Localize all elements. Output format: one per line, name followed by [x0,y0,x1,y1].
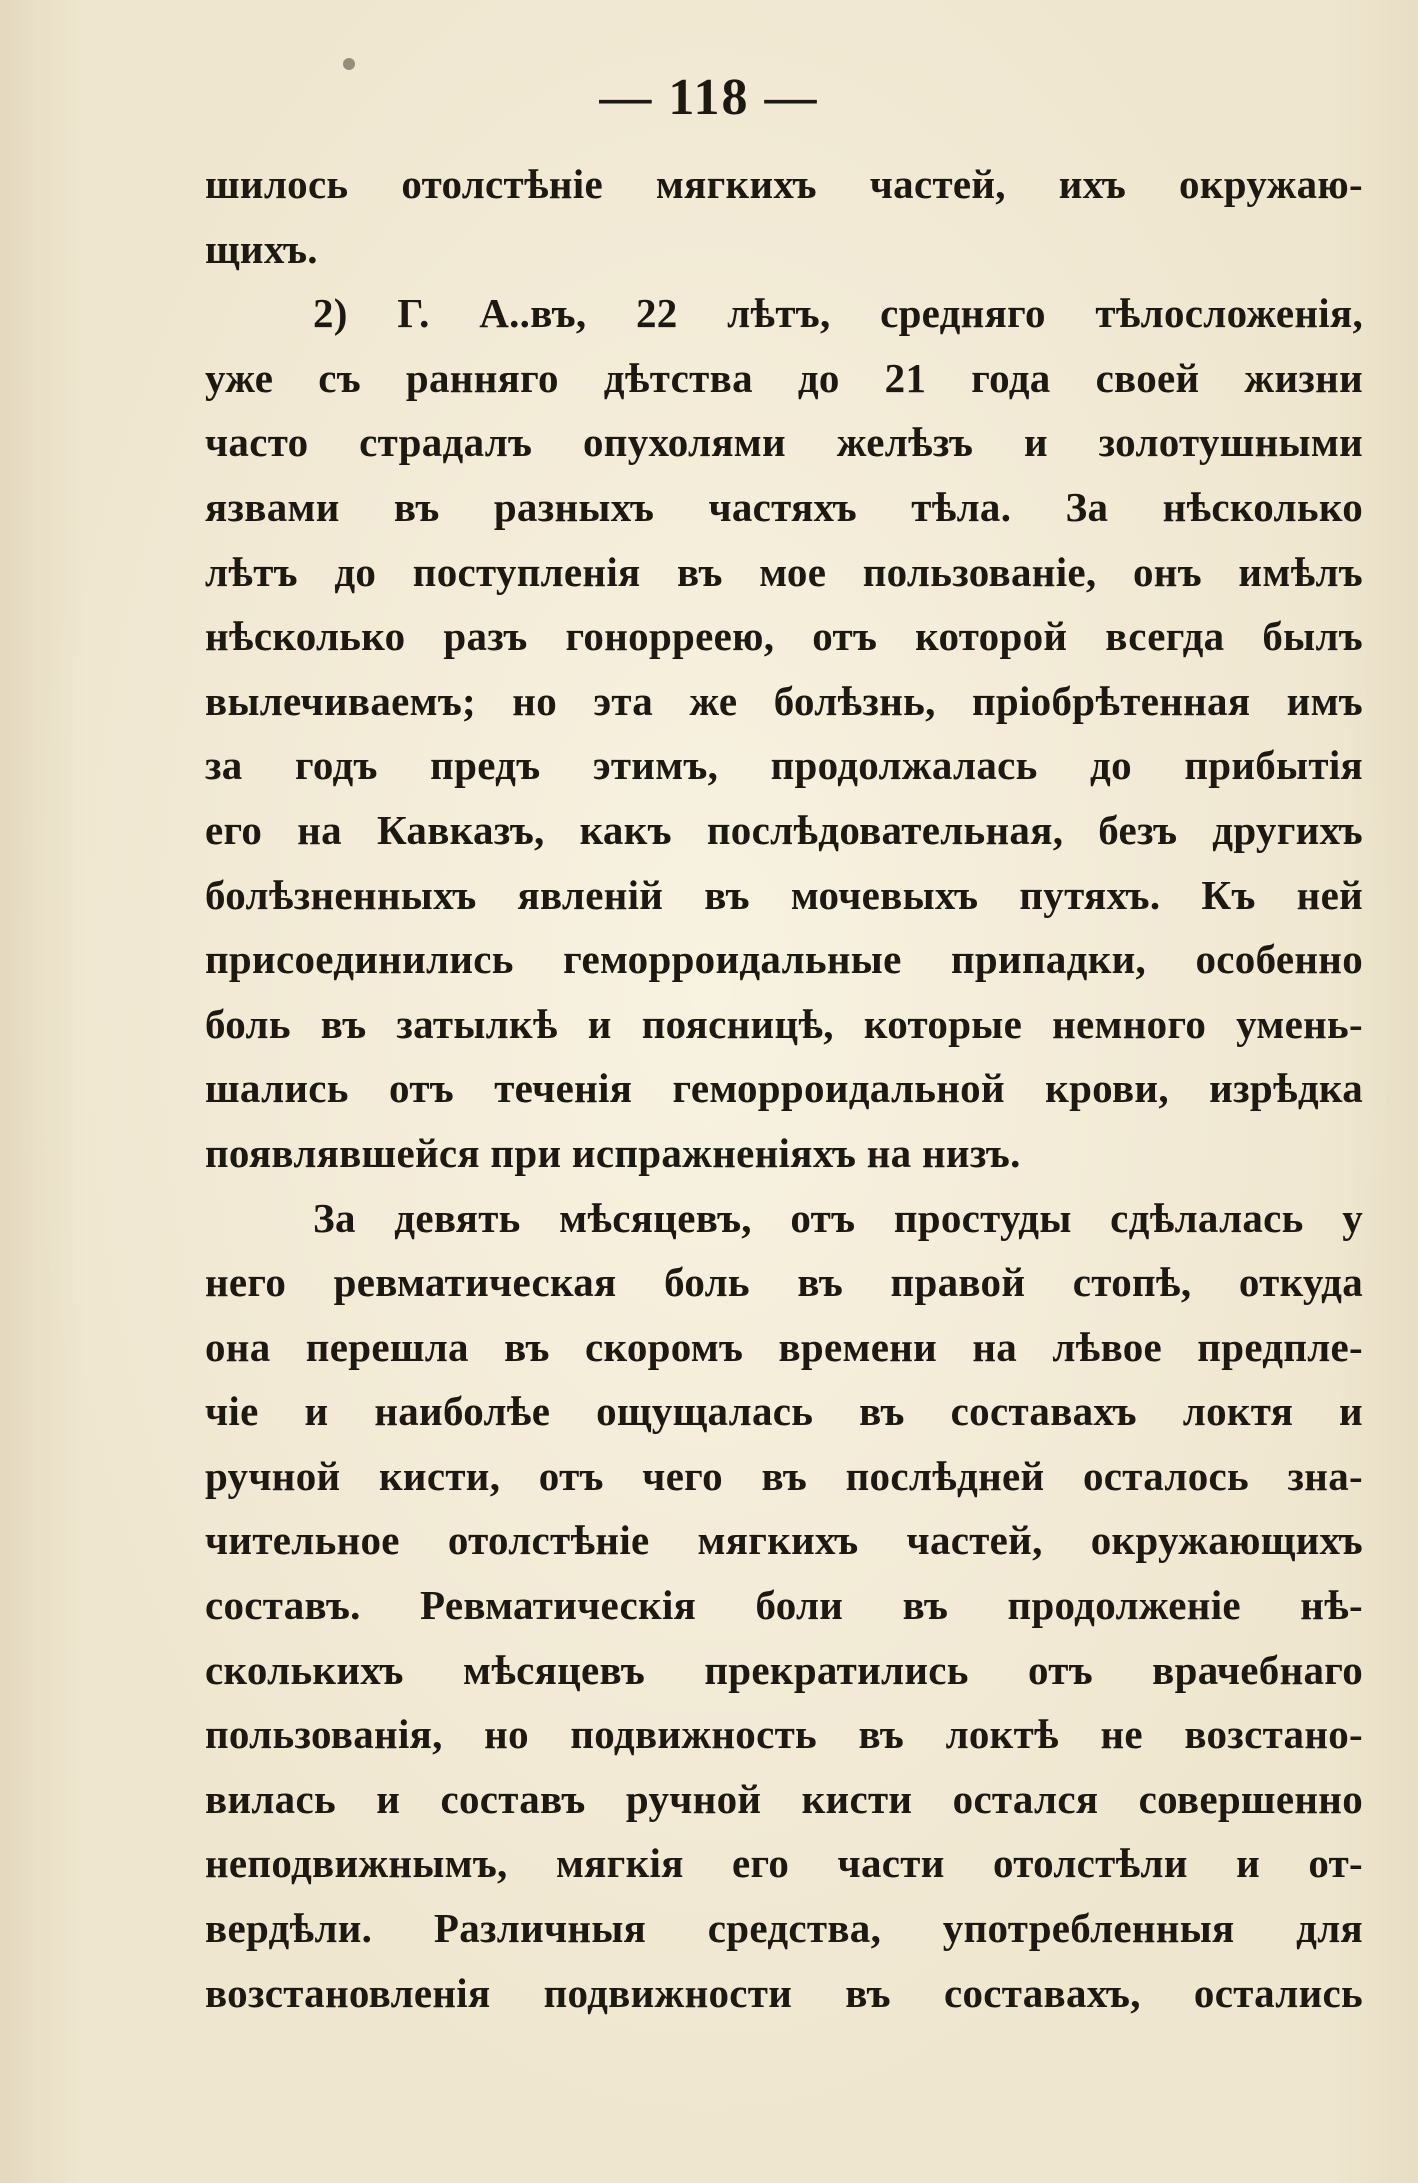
text-line: шались отъ теченія геморроидальной крови, изрѣдка [205,1065,1363,1112]
text-line: часто страдалъ опухолями желѣзъ и золотушными [205,419,1363,466]
text-line: присоединились геморроидальные припадки, особенно [205,936,1363,983]
text-line: чительное отолстѣніе мягкихъ частей, окружающихъ [205,1517,1363,1564]
text-line: 2) Г. А..въ, 22 лѣтъ, средняго тѣлосложенія, [313,290,1363,337]
text-line: язвами въ разныхъ частяхъ тѣла. За нѣсколько [205,483,1363,530]
text-line: она перешла въ скоромъ времени на лѣвое предпле- [205,1323,1363,1370]
text-line: его на Кавказъ, какъ послѣдовательная, безъ другихъ [205,806,1363,853]
text-line: неподвижнымъ, мягкія его части отолстѣли и от- [205,1840,1363,1887]
text-line: уже съ ранняго дѣтства до 21 года своей жизни [205,354,1363,401]
text-line: вилась и составъ ручной кисти остался совершенно [205,1775,1363,1822]
text-line: щихъ. [205,225,318,272]
text-line: ручной кисти, отъ чего въ послѣдней осталось зна- [205,1452,1363,1499]
page-number: — 118 — [599,69,819,126]
text-line: сколькихъ мѣсяцевъ прекратились отъ врачебнаго [205,1646,1363,1693]
text-line: боль въ затылкѣ и поясницѣ, которые немного умень- [205,1000,1363,1047]
text-line: появлявшейся при испражненіяхъ на низъ. [205,1129,1021,1176]
body-text [205,152,1363,2025]
text-line: чіе и наиболѣе ощущалась въ составахъ локтя и [205,1388,1363,1435]
text-line: возстановленія подвижности въ составахъ, остались [205,1969,1363,2016]
text-line: вердѣли. Различныя средства, употребленныя для [205,1905,1363,1952]
text-line: вылечиваемъ; но эта же болѣзнь, пріобрѣтенная имъ [205,677,1363,724]
text-line: шилось отолстѣніе мягкихъ частей, ихъ окружаю- [205,161,1363,207]
text-line: болѣзненныхъ явленій въ мочевыхъ путяхъ. Къ ней [205,871,1363,918]
text-line: За девять мѣсяцевъ, отъ простуды сдѣлалась у [313,1194,1363,1241]
text-line: лѣтъ до поступленія въ мое пользованіе, онъ имѣлъ [205,548,1363,595]
text-line: за годъ предъ этимъ, продолжалась до прибытія [205,742,1363,789]
text-line: пользованія, но подвижность въ локтѣ не возстано- [205,1711,1363,1758]
text-line: составъ. Ревматическія боли въ продолженіе нѣ- [205,1582,1363,1629]
text-line: нѣсколько разъ гонорреею, отъ которой всегда былъ [205,613,1363,660]
text-line: него ревматическая боль въ правой стопѣ, откуда [205,1259,1363,1306]
